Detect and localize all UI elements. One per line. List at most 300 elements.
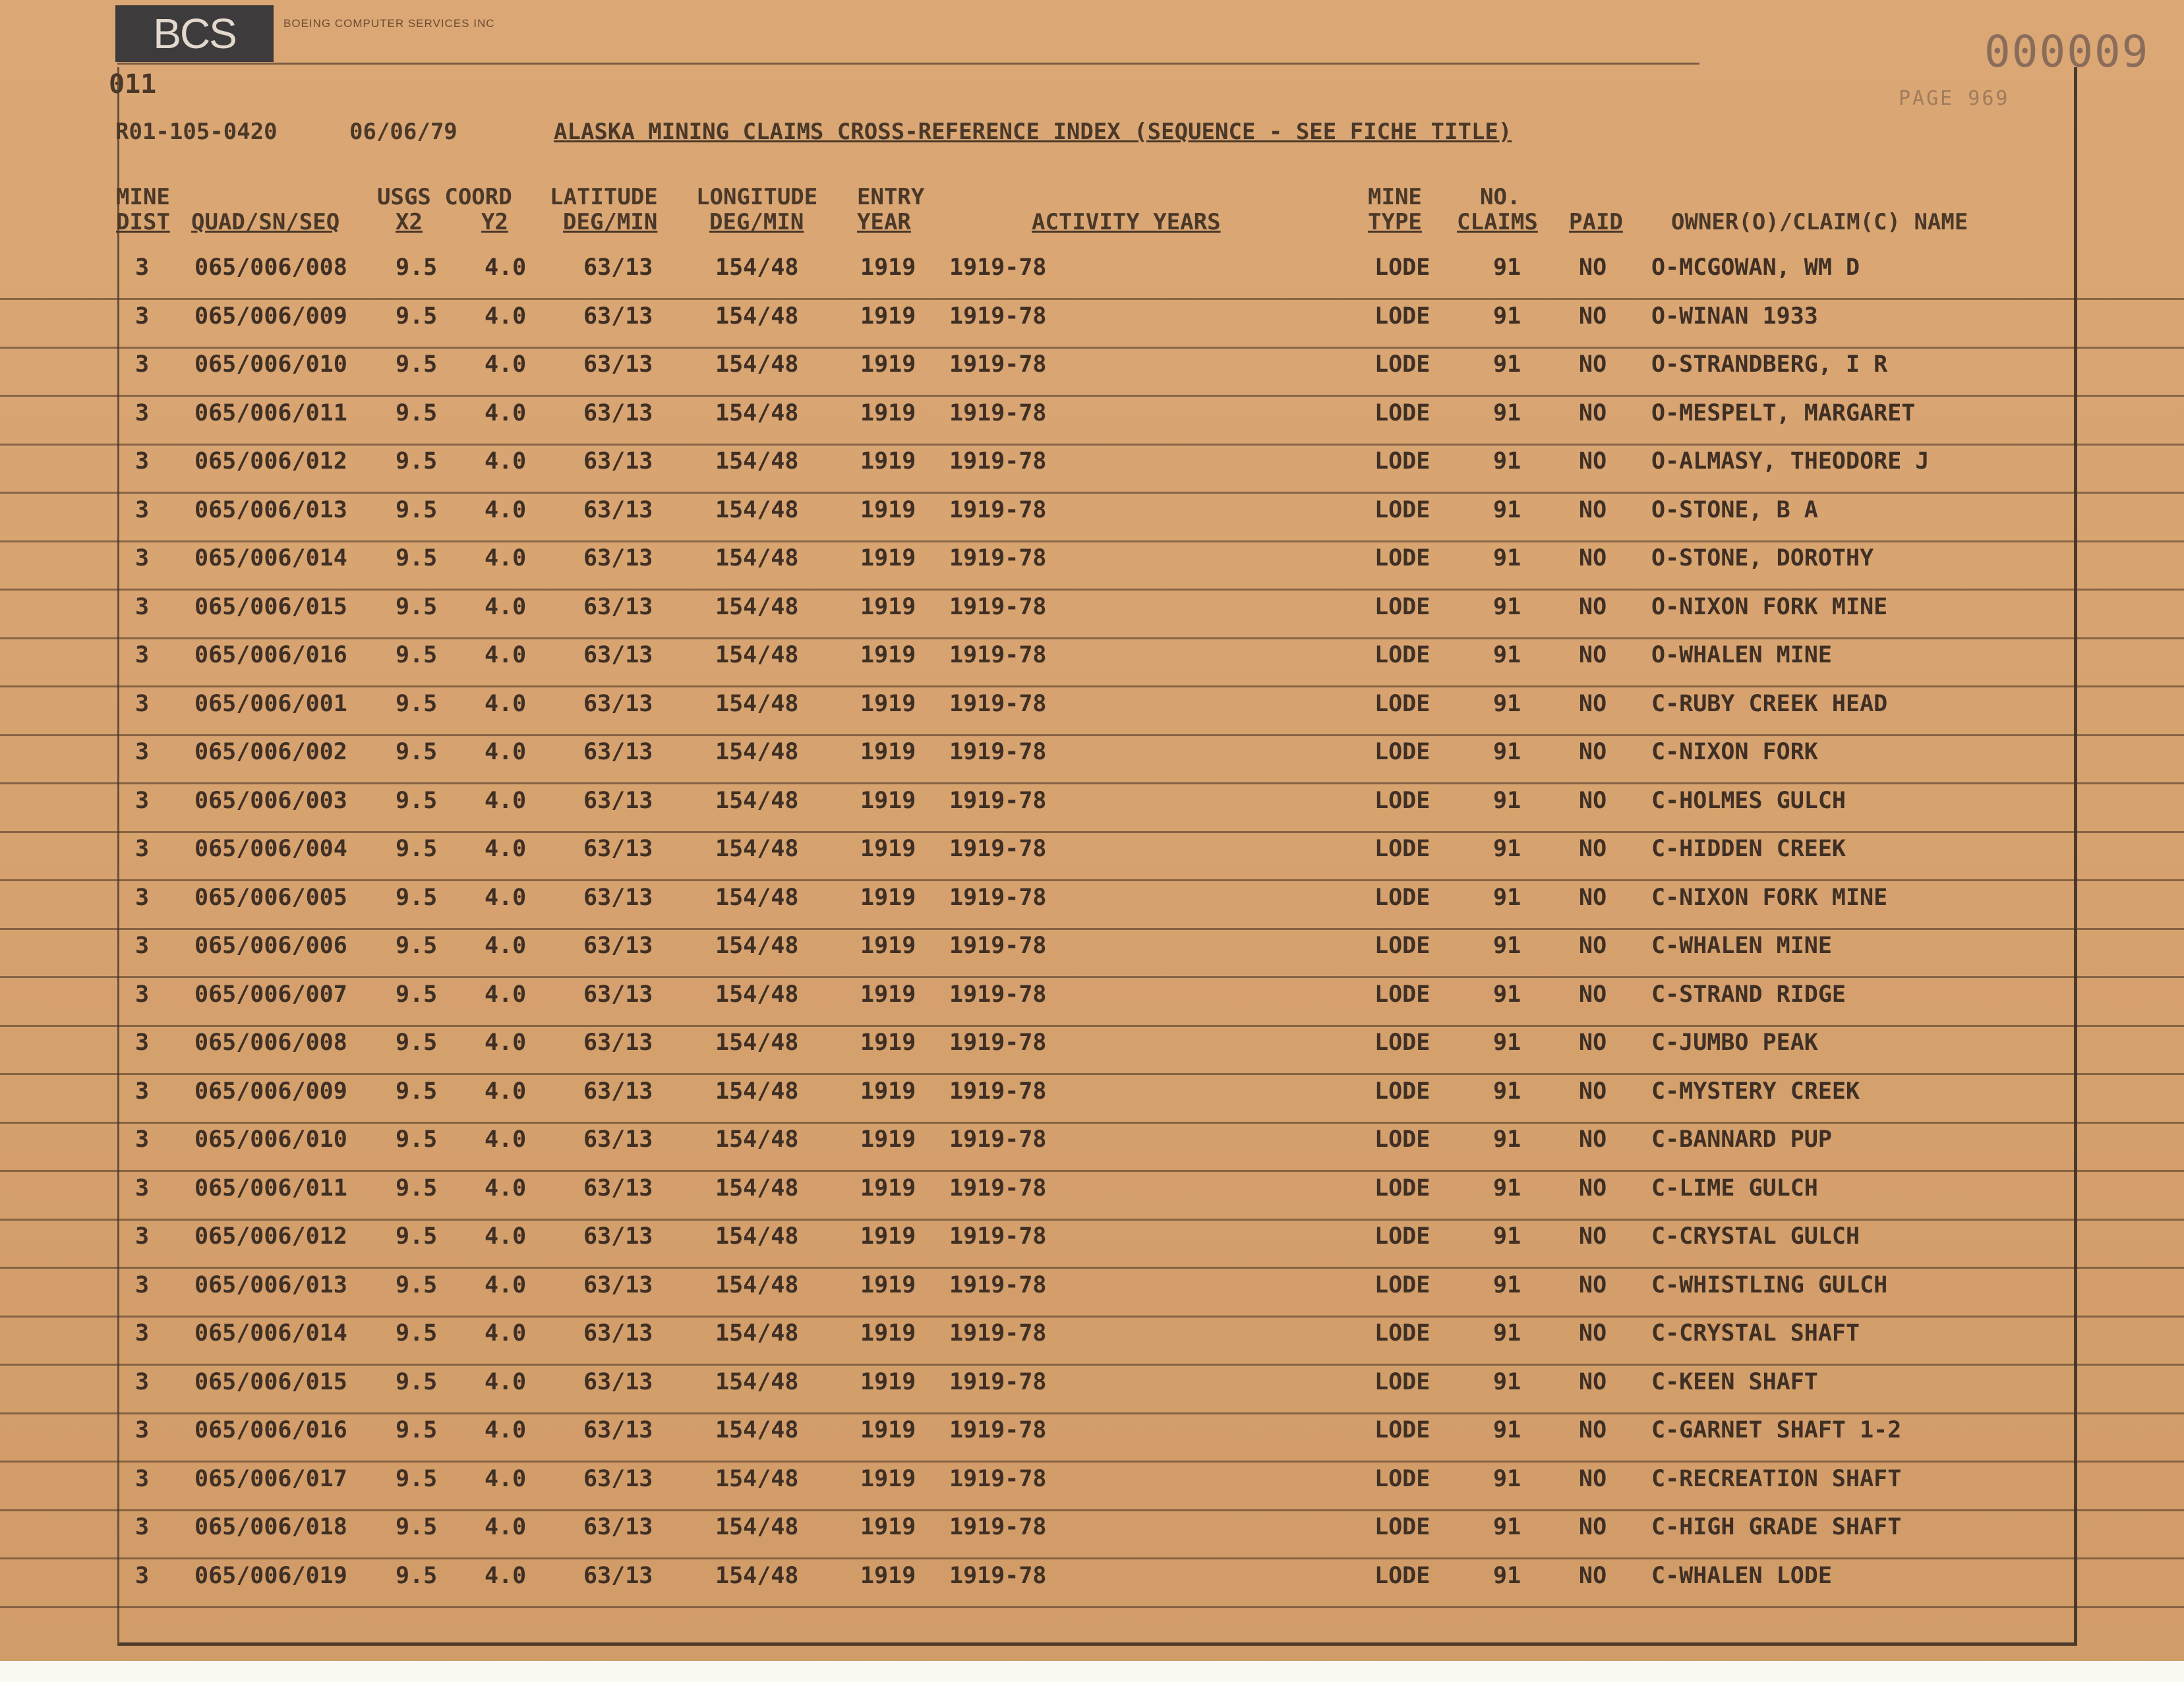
paid-cell: NO <box>1579 1174 1607 1202</box>
quad-cell: 065/006/002 <box>194 739 347 765</box>
entry-year-cell: 1919 <box>860 1223 916 1250</box>
mine-type-cell: LODE <box>1374 787 1431 814</box>
col-entry: ENTRY <box>857 184 925 210</box>
table-row <box>0 1122 2184 1172</box>
claims-count-cell: 91 <box>1493 1417 1521 1443</box>
claims-count-cell: 91 <box>1493 690 1521 717</box>
usgs-y-cell: 4.0 <box>485 448 527 475</box>
dist-cell: 3 <box>135 1417 150 1443</box>
longitude-cell: 154/48 <box>715 448 799 475</box>
table-row <box>0 1074 2184 1124</box>
entry-year-cell: 1919 <box>860 933 916 959</box>
dist-cell: 3 <box>135 351 150 378</box>
usgs-y-cell: 4.0 <box>485 1174 527 1202</box>
claim-name-cell: C-BANNARD PUP <box>1651 1126 1832 1153</box>
usgs-x-cell: 9.5 <box>396 642 438 668</box>
quad-cell: 065/006/019 <box>194 1562 347 1589</box>
usgs-y-cell: 4.0 <box>485 545 527 571</box>
usgs-x-cell: 9.5 <box>396 739 438 765</box>
paid-cell: NO <box>1579 836 1607 862</box>
paid-cell: NO <box>1579 933 1607 959</box>
table-row <box>0 1171 2184 1221</box>
usgs-x-cell: 9.5 <box>396 1368 438 1395</box>
mine-type-cell: LODE <box>1374 1514 1431 1540</box>
entry-year-cell: 1919 <box>860 1030 916 1056</box>
col-usgs-coord: USGS COORD <box>377 184 512 210</box>
usgs-y-cell: 4.0 <box>485 1465 527 1492</box>
claims-count-cell: 91 <box>1493 1126 1521 1153</box>
table-row <box>0 1026 2184 1075</box>
paid-cell: NO <box>1579 1514 1607 1540</box>
paid-cell: NO <box>1579 1465 1607 1492</box>
latitude-cell: 63/13 <box>583 254 653 281</box>
claims-count-cell: 91 <box>1493 739 1521 765</box>
activity-years-cell: 1919-78 <box>949 739 1047 765</box>
latitude-cell: 63/13 <box>583 1078 653 1105</box>
longitude-cell: 154/48 <box>715 739 799 765</box>
dist-cell: 3 <box>135 1271 150 1298</box>
paid-cell: NO <box>1579 1417 1607 1443</box>
col-longitude: LONGITUDE <box>696 184 818 210</box>
mine-type-cell: LODE <box>1374 836 1431 862</box>
usgs-x-cell: 9.5 <box>396 254 438 281</box>
company-name: BOEING COMPUTER SERVICES INC <box>283 17 495 30</box>
claims-count-cell: 91 <box>1493 303 1521 330</box>
usgs-x-cell: 9.5 <box>396 303 438 330</box>
mine-type-cell: LODE <box>1374 1465 1431 1492</box>
entry-year-cell: 1919 <box>860 787 916 814</box>
dist-cell: 3 <box>135 1465 150 1492</box>
table-row <box>0 929 2184 978</box>
col-mine-top: MINE <box>116 184 170 210</box>
table-row <box>0 638 2184 687</box>
latitude-cell: 63/13 <box>583 1271 653 1298</box>
claims-count-cell: 91 <box>1493 1223 1521 1250</box>
col-y2: Y2 <box>481 209 508 235</box>
longitude-cell: 154/48 <box>715 1271 799 1298</box>
entry-year-cell: 1919 <box>860 496 916 523</box>
quad-cell: 065/006/001 <box>194 690 347 717</box>
usgs-x-cell: 9.5 <box>396 1126 438 1153</box>
col-activity-years: ACTIVITY YEARS <box>1032 209 1221 235</box>
usgs-x-cell: 9.5 <box>396 787 438 814</box>
dist-cell: 3 <box>135 787 150 814</box>
activity-years-cell: 1919-78 <box>949 1078 1047 1105</box>
col-type: TYPE <box>1368 209 1422 235</box>
claim-name-cell: O-MESPELT, MARGARET <box>1651 399 1916 426</box>
activity-years-cell: 1919-78 <box>949 448 1047 475</box>
usgs-x-cell: 9.5 <box>396 1030 438 1056</box>
claim-name-cell: O-STRANDBERG, I R <box>1651 351 1888 378</box>
paid-cell: NO <box>1579 496 1607 523</box>
entry-year-cell: 1919 <box>860 448 916 475</box>
claim-name-cell: C-NIXON FORK <box>1651 739 1818 765</box>
claims-count-cell: 91 <box>1493 1320 1521 1347</box>
mine-type-cell: LODE <box>1374 1030 1431 1056</box>
claim-name-cell: C-KEEN SHAFT <box>1651 1368 1818 1395</box>
latitude-cell: 63/13 <box>583 739 653 765</box>
table-row <box>0 1559 2184 1608</box>
quad-cell: 065/006/008 <box>194 254 347 281</box>
dist-cell: 3 <box>135 254 150 281</box>
activity-years-cell: 1919-78 <box>949 351 1047 378</box>
latitude-cell: 63/13 <box>583 1562 653 1589</box>
usgs-x-cell: 9.5 <box>396 1562 438 1589</box>
table-row <box>0 347 2184 397</box>
usgs-x-cell: 9.5 <box>396 1417 438 1443</box>
mine-type-cell: LODE <box>1374 884 1431 911</box>
usgs-y-cell: 4.0 <box>485 1417 527 1443</box>
quad-cell: 065/006/010 <box>194 1126 347 1153</box>
claim-name-cell: C-WHALEN MINE <box>1651 933 1832 959</box>
claim-name-cell: C-STRAND RIDGE <box>1651 981 1846 1008</box>
dist-cell: 3 <box>135 1320 150 1347</box>
entry-year-cell: 1919 <box>860 1368 916 1395</box>
report-header <box>115 119 2027 158</box>
usgs-x-cell: 9.5 <box>396 1223 438 1250</box>
entry-year-cell: 1919 <box>860 1271 916 1298</box>
longitude-cell: 154/48 <box>715 1320 799 1347</box>
dist-cell: 3 <box>135 496 150 523</box>
report-date: 06/06/79 <box>349 119 457 145</box>
mine-type-cell: LODE <box>1374 690 1431 717</box>
entry-year-cell: 1919 <box>860 690 916 717</box>
paid-cell: NO <box>1579 545 1607 571</box>
claim-name-cell: O-STONE, B A <box>1651 496 1818 523</box>
dist-cell: 3 <box>135 593 150 620</box>
latitude-cell: 63/13 <box>583 787 653 814</box>
entry-year-cell: 1919 <box>860 545 916 571</box>
latitude-cell: 63/13 <box>583 1417 653 1443</box>
claims-count-cell: 91 <box>1493 933 1521 959</box>
page-label: PAGE 969 <box>1899 87 2010 110</box>
longitude-cell: 154/48 <box>715 690 799 717</box>
claims-count-cell: 91 <box>1493 1078 1521 1105</box>
usgs-y-cell: 4.0 <box>485 787 527 814</box>
usgs-y-cell: 4.0 <box>485 1514 527 1540</box>
longitude-cell: 154/48 <box>715 787 799 814</box>
longitude-cell: 154/48 <box>715 1030 799 1056</box>
dist-cell: 3 <box>135 690 150 717</box>
entry-year-cell: 1919 <box>860 1078 916 1105</box>
entry-year-cell: 1919 <box>860 836 916 862</box>
usgs-x-cell: 9.5 <box>396 1514 438 1540</box>
quad-cell: 065/006/011 <box>194 399 347 426</box>
latitude-cell: 63/13 <box>583 690 653 717</box>
dist-cell: 3 <box>135 448 150 475</box>
claims-count-cell: 91 <box>1493 1271 1521 1298</box>
paid-cell: NO <box>1579 351 1607 378</box>
claims-count-cell: 91 <box>1493 1465 1521 1492</box>
longitude-cell: 154/48 <box>715 981 799 1008</box>
entry-year-cell: 1919 <box>860 351 916 378</box>
table-row <box>0 784 2184 833</box>
usgs-y-cell: 4.0 <box>485 1126 527 1153</box>
longitude-cell: 154/48 <box>715 642 799 668</box>
activity-years-cell: 1919-78 <box>949 1417 1047 1443</box>
mine-type-cell: LODE <box>1374 642 1431 668</box>
latitude-cell: 63/13 <box>583 642 653 668</box>
claim-name-cell: C-HOLMES GULCH <box>1651 787 1846 814</box>
table-row <box>0 1462 2184 1511</box>
longitude-cell: 154/48 <box>715 593 799 620</box>
table-row <box>0 541 2184 591</box>
entry-year-cell: 1919 <box>860 1465 916 1492</box>
claim-name-cell: O-ALMASY, THEODORE J <box>1651 448 1930 475</box>
paid-cell: NO <box>1579 1078 1607 1105</box>
entry-year-cell: 1919 <box>860 1514 916 1540</box>
entry-year-cell: 1919 <box>860 399 916 426</box>
entry-year-cell: 1919 <box>860 884 916 911</box>
latitude-cell: 63/13 <box>583 593 653 620</box>
dist-cell: 3 <box>135 1030 150 1056</box>
latitude-cell: 63/13 <box>583 836 653 862</box>
activity-years-cell: 1919-78 <box>949 303 1047 330</box>
quad-cell: 065/006/005 <box>194 884 347 911</box>
claims-count-cell: 91 <box>1493 448 1521 475</box>
usgs-y-cell: 4.0 <box>485 690 527 717</box>
claim-name-cell: C-RECREATION SHAFT <box>1651 1465 1902 1492</box>
latitude-cell: 63/13 <box>583 448 653 475</box>
longitude-cell: 154/48 <box>715 933 799 959</box>
claim-name-cell: C-JUMBO PEAK <box>1651 1030 1818 1056</box>
claim-name-cell: O-WHALEN MINE <box>1651 642 1832 668</box>
table-row <box>0 444 2184 494</box>
dist-cell: 3 <box>135 1174 150 1202</box>
dist-cell: 3 <box>135 884 150 911</box>
quad-cell: 065/006/011 <box>194 1174 347 1202</box>
claims-count-cell: 91 <box>1493 884 1521 911</box>
paid-cell: NO <box>1579 1368 1607 1395</box>
table-row <box>0 396 2184 446</box>
mine-type-cell: LODE <box>1374 496 1431 523</box>
latitude-cell: 63/13 <box>583 1174 653 1202</box>
fiche-number: 011 <box>109 69 157 100</box>
claim-name-cell: C-MYSTERY CREEK <box>1651 1078 1860 1105</box>
longitude-cell: 154/48 <box>715 1514 799 1540</box>
entry-year-cell: 1919 <box>860 1417 916 1443</box>
usgs-x-cell: 9.5 <box>396 593 438 620</box>
table-row <box>0 299 2184 349</box>
claims-count-cell: 91 <box>1493 545 1521 571</box>
quad-cell: 065/006/018 <box>194 1514 347 1540</box>
table-row <box>0 250 2184 300</box>
claims-count-cell: 91 <box>1493 1368 1521 1395</box>
paid-cell: NO <box>1579 981 1607 1008</box>
latitude-cell: 63/13 <box>583 496 653 523</box>
latitude-cell: 63/13 <box>583 981 653 1008</box>
usgs-y-cell: 4.0 <box>485 981 527 1008</box>
claim-name-cell: C-GARNET SHAFT 1-2 <box>1651 1417 1902 1443</box>
usgs-x-cell: 9.5 <box>396 399 438 426</box>
quad-cell: 065/006/014 <box>194 1320 347 1347</box>
longitude-cell: 154/48 <box>715 1078 799 1105</box>
activity-years-cell: 1919-78 <box>949 690 1047 717</box>
usgs-y-cell: 4.0 <box>485 1320 527 1347</box>
claim-name-cell: C-CRYSTAL GULCH <box>1651 1223 1860 1250</box>
dist-cell: 3 <box>135 1368 150 1395</box>
usgs-y-cell: 4.0 <box>485 1223 527 1250</box>
quad-cell: 065/006/004 <box>194 836 347 862</box>
mine-type-cell: LODE <box>1374 545 1431 571</box>
frame-number: 000009 <box>1984 26 2150 77</box>
table-row <box>0 1510 2184 1559</box>
activity-years-cell: 1919-78 <box>949 836 1047 862</box>
quad-cell: 065/006/006 <box>194 933 347 959</box>
activity-years-cell: 1919-78 <box>949 1562 1047 1589</box>
usgs-y-cell: 4.0 <box>485 496 527 523</box>
activity-years-cell: 1919-78 <box>949 1514 1047 1540</box>
paid-cell: NO <box>1579 739 1607 765</box>
quad-cell: 065/006/012 <box>194 448 347 475</box>
dist-cell: 3 <box>135 836 150 862</box>
claim-name-cell: C-WHALEN LODE <box>1651 1562 1832 1589</box>
quad-cell: 065/006/015 <box>194 1368 347 1395</box>
report-id: R01-105-0420 <box>115 119 278 145</box>
activity-years-cell: 1919-78 <box>949 1320 1047 1347</box>
quad-cell: 065/006/007 <box>194 981 347 1008</box>
longitude-cell: 154/48 <box>715 254 799 281</box>
claim-name-cell: C-CRYSTAL SHAFT <box>1651 1320 1860 1347</box>
quad-cell: 065/006/016 <box>194 642 347 668</box>
quad-cell: 065/006/013 <box>194 496 347 523</box>
claim-name-cell: C-LIME GULCH <box>1651 1174 1818 1202</box>
mine-type-cell: LODE <box>1374 981 1431 1008</box>
table-row <box>0 832 2184 881</box>
claim-name-cell: C-NIXON FORK MINE <box>1651 884 1888 911</box>
table-row <box>0 1316 2184 1366</box>
quad-cell: 065/006/008 <box>194 1030 347 1056</box>
dist-cell: 3 <box>135 545 150 571</box>
paid-cell: NO <box>1579 690 1607 717</box>
activity-years-cell: 1919-78 <box>949 1174 1047 1202</box>
table-row <box>0 735 2184 784</box>
dist-cell: 3 <box>135 933 150 959</box>
longitude-cell: 154/48 <box>715 1223 799 1250</box>
entry-year-cell: 1919 <box>860 1126 916 1153</box>
table-row <box>0 687 2184 736</box>
dist-cell: 3 <box>135 981 150 1008</box>
claims-count-cell: 91 <box>1493 399 1521 426</box>
activity-years-cell: 1919-78 <box>949 593 1047 620</box>
col-claims: CLAIMS <box>1457 209 1538 235</box>
dist-cell: 3 <box>135 303 150 330</box>
latitude-cell: 63/13 <box>583 1465 653 1492</box>
col-quad: QUAD/SN/SEQ <box>191 209 340 235</box>
claim-name-cell: O-MCGOWAN, WM D <box>1651 254 1860 281</box>
paid-cell: NO <box>1579 1271 1607 1298</box>
col-mine-type-top: MINE <box>1368 184 1422 210</box>
paid-cell: NO <box>1579 787 1607 814</box>
longitude-cell: 154/48 <box>715 303 799 330</box>
usgs-y-cell: 4.0 <box>485 642 527 668</box>
longitude-cell: 154/48 <box>715 1562 799 1589</box>
entry-year-cell: 1919 <box>860 254 916 281</box>
col-x2: X2 <box>396 209 423 235</box>
paid-cell: NO <box>1579 642 1607 668</box>
entry-year-cell: 1919 <box>860 1562 916 1589</box>
quad-cell: 065/006/015 <box>194 593 347 620</box>
usgs-y-cell: 4.0 <box>485 1271 527 1298</box>
paid-cell: NO <box>1579 593 1607 620</box>
latitude-cell: 63/13 <box>583 1126 653 1153</box>
activity-years-cell: 1919-78 <box>949 1223 1047 1250</box>
mine-type-cell: LODE <box>1374 1271 1431 1298</box>
paid-cell: NO <box>1579 1030 1607 1056</box>
dist-cell: 3 <box>135 1126 150 1153</box>
claims-count-cell: 91 <box>1493 1174 1521 1202</box>
activity-years-cell: 1919-78 <box>949 1271 1047 1298</box>
quad-cell: 065/006/012 <box>194 1223 347 1250</box>
activity-years-cell: 1919-78 <box>949 399 1047 426</box>
claims-count-cell: 91 <box>1493 787 1521 814</box>
entry-year-cell: 1919 <box>860 642 916 668</box>
usgs-x-cell: 9.5 <box>396 884 438 911</box>
usgs-y-cell: 4.0 <box>485 1078 527 1105</box>
latitude-cell: 63/13 <box>583 399 653 426</box>
table-row <box>0 1219 2184 1269</box>
claims-count-cell: 91 <box>1493 1562 1521 1589</box>
activity-years-cell: 1919-78 <box>949 884 1047 911</box>
latitude-cell: 63/13 <box>583 1223 653 1250</box>
mine-type-cell: LODE <box>1374 1320 1431 1347</box>
usgs-x-cell: 9.5 <box>396 836 438 862</box>
latitude-cell: 63/13 <box>583 1368 653 1395</box>
usgs-x-cell: 9.5 <box>396 981 438 1008</box>
claims-count-cell: 91 <box>1493 642 1521 668</box>
paid-cell: NO <box>1579 1320 1607 1347</box>
table-row <box>0 977 2184 1027</box>
dist-cell: 3 <box>135 1078 150 1105</box>
quad-cell: 065/006/017 <box>194 1465 347 1492</box>
usgs-y-cell: 4.0 <box>485 1368 527 1395</box>
top-rule <box>117 63 1699 65</box>
mine-type-cell: LODE <box>1374 303 1431 330</box>
longitude-cell: 154/48 <box>715 496 799 523</box>
quad-cell: 065/006/016 <box>194 1417 347 1443</box>
col-dist: DIST <box>116 209 170 235</box>
longitude-cell: 154/48 <box>715 399 799 426</box>
dist-cell: 3 <box>135 1514 150 1540</box>
activity-years-cell: 1919-78 <box>949 933 1047 959</box>
activity-years-cell: 1919-78 <box>949 787 1047 814</box>
report-title: ALASKA MINING CLAIMS CROSS-REFERENCE INDEX (SEQUENCE - SEE FICHE TITLE) <box>554 119 1512 145</box>
activity-years-cell: 1919-78 <box>949 1368 1047 1395</box>
table-row <box>0 493 2184 542</box>
longitude-cell: 154/48 <box>715 1368 799 1395</box>
entry-year-cell: 1919 <box>860 1174 916 1202</box>
longitude-cell: 154/48 <box>715 836 799 862</box>
latitude-cell: 63/13 <box>583 1320 653 1347</box>
quad-cell: 065/006/014 <box>194 545 347 571</box>
col-paid: PAID <box>1569 209 1623 235</box>
usgs-x-cell: 9.5 <box>396 351 438 378</box>
latitude-cell: 63/13 <box>583 933 653 959</box>
latitude-cell: 63/13 <box>583 351 653 378</box>
usgs-y-cell: 4.0 <box>485 739 527 765</box>
activity-years-cell: 1919-78 <box>949 1030 1047 1056</box>
paid-cell: NO <box>1579 399 1607 426</box>
usgs-y-cell: 4.0 <box>485 399 527 426</box>
longitude-cell: 154/48 <box>715 884 799 911</box>
entry-year-cell: 1919 <box>860 593 916 620</box>
activity-years-cell: 1919-78 <box>949 1126 1047 1153</box>
usgs-y-cell: 4.0 <box>485 933 527 959</box>
mine-type-cell: LODE <box>1374 448 1431 475</box>
col-no-top: NO. <box>1480 184 1521 210</box>
usgs-y-cell: 4.0 <box>485 1030 527 1056</box>
longitude-cell: 154/48 <box>715 1126 799 1153</box>
